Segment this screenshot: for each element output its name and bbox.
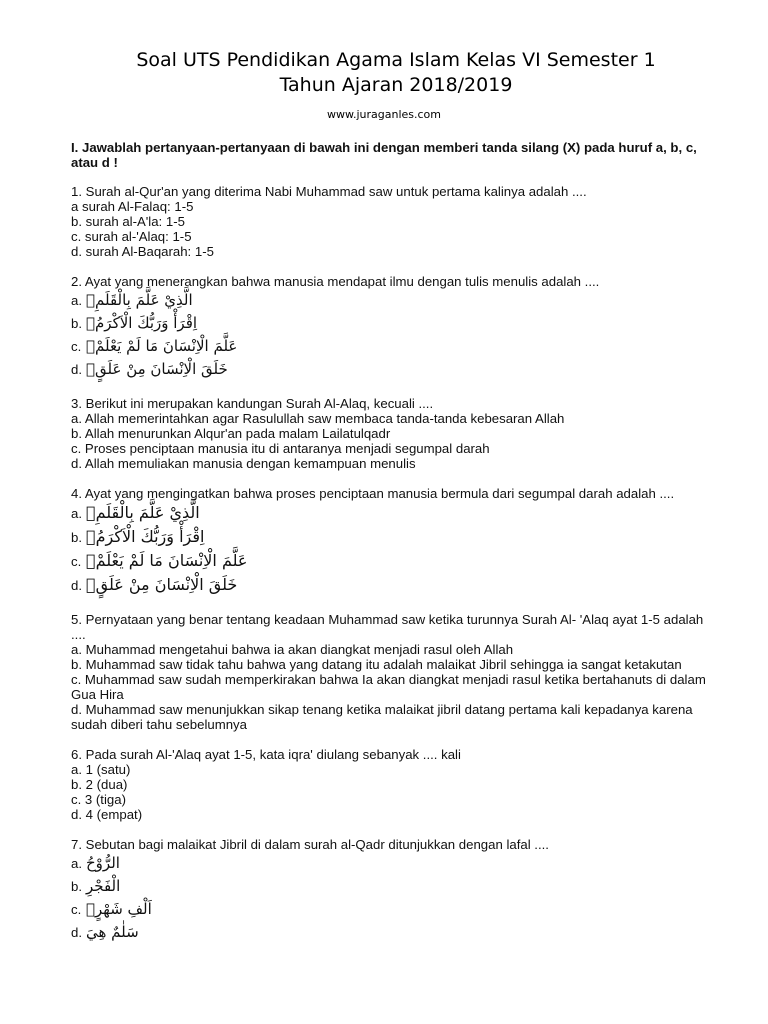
question-text: 5. Pernyataan yang benar tentang keadaan Muhammad saw ketika turunnya Surah Al- 'Alaq ayat 1-5 adalah .... (71, 612, 704, 642)
answer-option-a: a. Allah memerintahkan agar Rasulullah saw membaca tanda-tanda kebesaran Allah (71, 411, 565, 426)
answer-option-c: c. surah al-'Alaq: 1-5 (71, 229, 192, 244)
answer-option-b (71, 312, 711, 335)
answer-option-a: a. 1 (satu) (71, 762, 131, 777)
option-label: c. (71, 339, 82, 354)
arabic-verse: عَلَّمَ الْاِنْسَانَ مَا لَمْ يَعْلَمْۗ (86, 551, 248, 570)
arabic-verse: اَلْفِ شَهْرٍۗ (86, 900, 152, 918)
question-2 (71, 274, 711, 381)
arabic-verse: الَّذِيْ عَلَّمَ بِالْقَلَمِۙ (86, 291, 193, 309)
answer-option-c: c. Proses penciptaan manusia itu di antaranya menjadi segumpal darah (71, 441, 490, 456)
answer-option-c (71, 335, 711, 358)
option-label: b. (71, 316, 82, 331)
arabic-verse: اِقْرَأْ وَرَبُّكَ الْاَكْرَمُۙ (86, 314, 198, 332)
arabic-verse: الَّذِيْ عَلَّمَ بِالْقَلَمِۙ (86, 503, 200, 522)
arabic-verse: الرُّوْحُ (86, 854, 120, 872)
arabic-verse: اِقْرَأْ وَرَبُّكَ الْاَكْرَمُۙ (86, 527, 205, 546)
question-text: 3. Berikut ini merupakan kandungan Surah Al-Alaq, kecuali .... (71, 396, 434, 411)
option-label: c. (71, 554, 82, 569)
answer-option-a (71, 501, 711, 525)
answer-option-c: c. 3 (tiga) (71, 792, 126, 807)
answer-option-c (71, 549, 711, 573)
answer-option-b: b. Muhammad saw tidak tahu bahwa yang datang itu adalah malaikat Jibril sehingga ia sangat ketakutan (71, 657, 682, 672)
answer-option-d: d. surah Al-Baqarah: 1-5 (71, 244, 214, 259)
answer-option-a (71, 289, 711, 312)
answer-option-d: d. 4 (empat) (71, 807, 143, 822)
option-label: c. (71, 902, 82, 917)
arabic-verse: الْفَجْرِ (86, 877, 121, 895)
arabic-verse: خَلَقَ الْاِنْسَانَ مِنْ عَلَقٍۚ (86, 360, 228, 378)
document-subtitle: Tahun Ajaran 2018/2019 (279, 74, 513, 96)
question-text: 4. Ayat yang mengingatkan bahwa proses penciptaan manusia bermula dari segumpal darah adalah .... (71, 486, 675, 501)
option-label: d. (71, 925, 82, 940)
answer-option-d: d. Allah memuliakan manusia dengan kemampuan menulis (71, 456, 416, 471)
answer-option-b: b. surah al-A'la: 1-5 (71, 214, 185, 229)
question-5 (71, 612, 711, 732)
arabic-verse: عَلَّمَ الْاِنْسَانَ مَا لَمْ يَعْلَمْۗ (86, 337, 238, 355)
website-url: www.juraganles.com (326, 108, 441, 121)
answer-option-b: b. Allah menurunkan Alqur'an pada malam Lailatulqadr (71, 426, 391, 441)
option-label: b. (71, 530, 82, 545)
option-label: d. (71, 362, 82, 377)
option-label: a. (71, 856, 82, 871)
answer-option-b (71, 875, 711, 898)
question-4 (71, 486, 711, 597)
question-text: 6. Pada surah Al-'Alaq ayat 1-5, kata iqra' diulang sebanyak .... kali (71, 747, 461, 762)
answer-option-a: a surah Al-Falaq: 1-5 (71, 199, 194, 214)
instruction-text: I. Jawablah pertanyaan-pertanyaan di bawah ini dengan memberi tanda silang (X) pada huruf a, b, c, atau d ! (71, 140, 697, 170)
question-3 (71, 396, 711, 471)
question-text: 7. Sebutan bagi malaikat Jibril di dalam surah al-Qadr ditunjukkan dengan lafal .... (71, 837, 549, 852)
question-text: 1. Surah al-Qur'an yang diterima Nabi Muhammad saw untuk pertama kalinya adalah .... (71, 184, 587, 199)
question-list (71, 140, 711, 959)
option-label: b. (71, 879, 82, 894)
answer-option-d (71, 573, 711, 597)
answer-option-b (71, 525, 711, 549)
option-label: d. (71, 578, 82, 593)
question-text: 2. Ayat yang menerangkan bahwa manusia mendapat ilmu dengan tulis menulis adalah .... (71, 274, 600, 289)
document-title: Soal UTS Pendidikan Agama Islam Kelas VI Semester 1 (136, 49, 656, 71)
option-label: a. (71, 293, 82, 308)
answer-option-d: d. Muhammad saw menunjukkan sikap tenang ketika malaikat jibril datang pertama kali kepadanya karena sudah diberi tahu sebelumnya (71, 702, 693, 732)
answer-option-c (71, 898, 711, 921)
answer-option-d (71, 921, 711, 944)
option-label: a. (71, 506, 82, 521)
question-1 (71, 184, 711, 259)
arabic-verse: سَلٰمٌ هِيَ (86, 923, 139, 941)
answer-option-d (71, 358, 711, 381)
answer-option-a (71, 852, 711, 875)
question-6 (71, 747, 711, 822)
arabic-verse: خَلَقَ الْاِنْسَانَ مِنْ عَلَقٍۚ (86, 575, 238, 594)
answer-option-c: c. Muhammad saw sudah memperkirakan bahwa Ia akan diangkat menjadi rasul ketika bertahanuts di dalam Gua Hira (71, 672, 706, 702)
answer-option-a: a. Muhammad mengetahui bahwa ia akan diangkat menjadi rasul oleh Allah (71, 642, 514, 657)
answer-option-b: b. 2 (dua) (71, 777, 128, 792)
question-7 (71, 837, 711, 944)
